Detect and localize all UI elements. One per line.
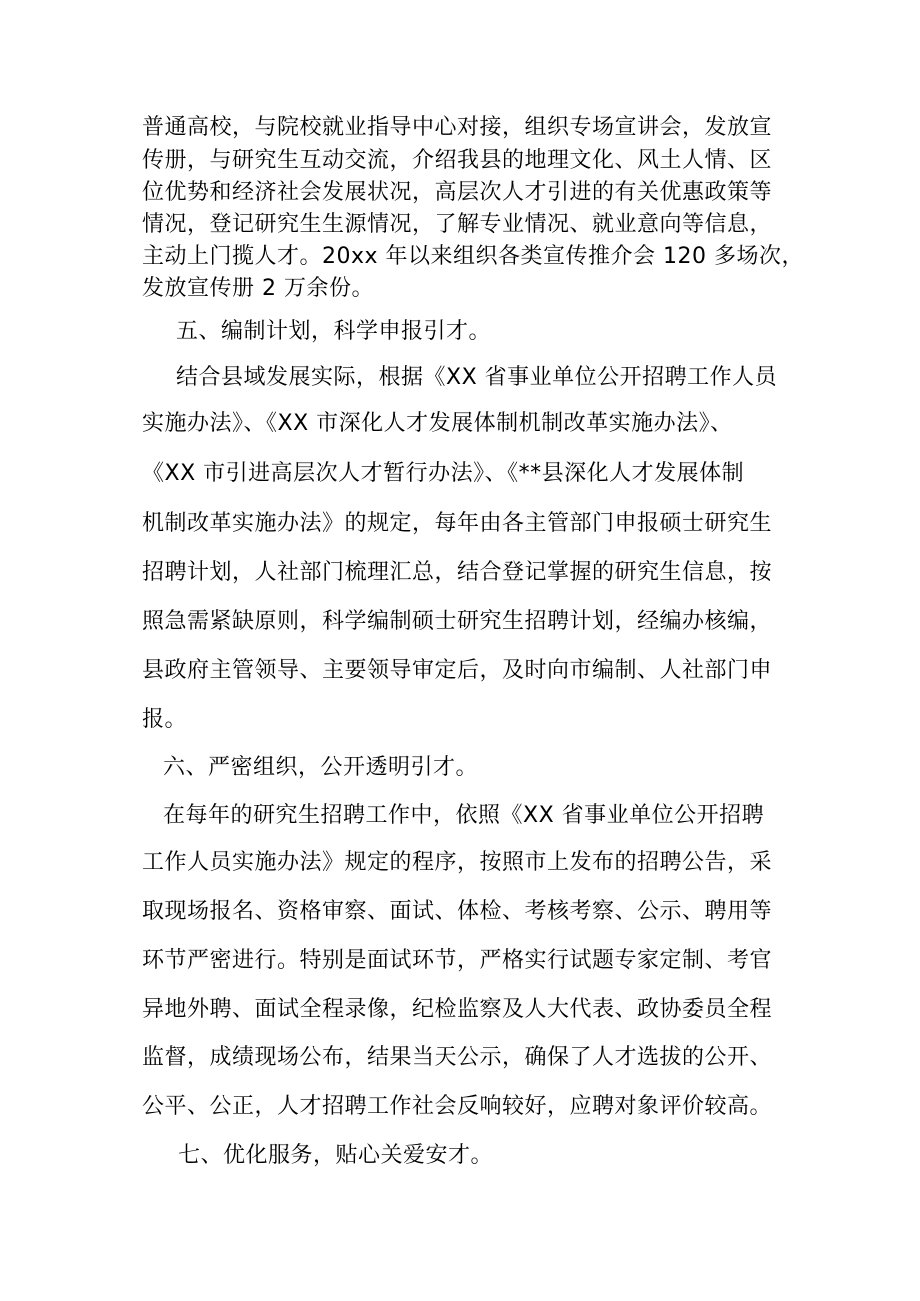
para3-line-7: 公平、公正，人才招聘工作社会反响较好，应聘对象评价较高。	[142, 1094, 773, 1119]
para2-line-8: 报。	[142, 707, 188, 732]
para2-line-6: 照急需紧缺原则，科学编制硕士研究生招聘计划，经编办核编，	[142, 609, 773, 634]
para2-line-1: 结合县域发展实际，根据《XX 省事业单位公开招聘工作人员	[176, 365, 778, 390]
section-heading-7: 七、优化服务，贴心关爱安才。	[178, 1143, 494, 1168]
para3-line-3: 取现场报名、资格审察、面试、体检、考核考察、公示、聘用等	[142, 899, 773, 924]
section-heading-6: 六、严密组织，公开透明引才。	[163, 755, 479, 780]
para1-line-3: 位优势和经济社会发展状况，高层次人才引进的有关优惠政策等	[142, 180, 773, 205]
para3-line-6: 监督，成绩现场公布，结果当天公示，确保了人才选拔的公开、	[142, 1045, 773, 1070]
para3-line-1: 在每年的研究生招聘工作中，依照《XX 省事业单位公开招聘	[163, 803, 765, 828]
para1-line-6: 发放宣传册 2 万余份。	[142, 276, 374, 301]
para3-line-4: 环节严密进行。特别是面试环节，严格实行试题专家定制、考官	[142, 948, 773, 973]
para1-line-2: 传册，与研究生互动交流，介绍我县的地理文化、风土人情、区	[142, 148, 773, 173]
para2-line-3: 《XX 市引进高层次人才暂行办法》、《**县深化人才发展体制	[142, 461, 745, 486]
para1-line-4: 情况，登记研究生生源情况，了解专业情况、就业意向等信息，	[142, 212, 773, 237]
para3-line-2: 工作人员实施办法》规定的程序，按照市上发布的招聘公告，采	[142, 850, 773, 875]
para2-line-7: 县政府主管领导、主要领导审定后，及时向市编制、人社部门申	[142, 658, 773, 683]
para3-line-5: 异地外聘、面试全程录像，纪检监察及人大代表、政协委员全程	[142, 997, 773, 1022]
section-heading-5: 五、编制计划，科学申报引才。	[176, 319, 492, 344]
para2-line-2: 实施办法》、《XX 市深化人才发展体制机制改革实施办法》、	[142, 411, 733, 436]
para1-line-5: 主动上门揽人才。20xx 年以来组织各类宣传推介会 120 多场次，	[142, 244, 805, 269]
para1-line-1: 普通高校，与院校就业指导中心对接，组织专场宣讲会，发放宣	[142, 115, 773, 140]
para2-line-5: 招聘计划，人社部门梳理汇总，结合登记掌握的研究生信息，按	[142, 560, 773, 585]
para2-line-4: 机制改革实施办法》的规定，每年由各主管部门申报硕士研究生	[142, 511, 773, 536]
